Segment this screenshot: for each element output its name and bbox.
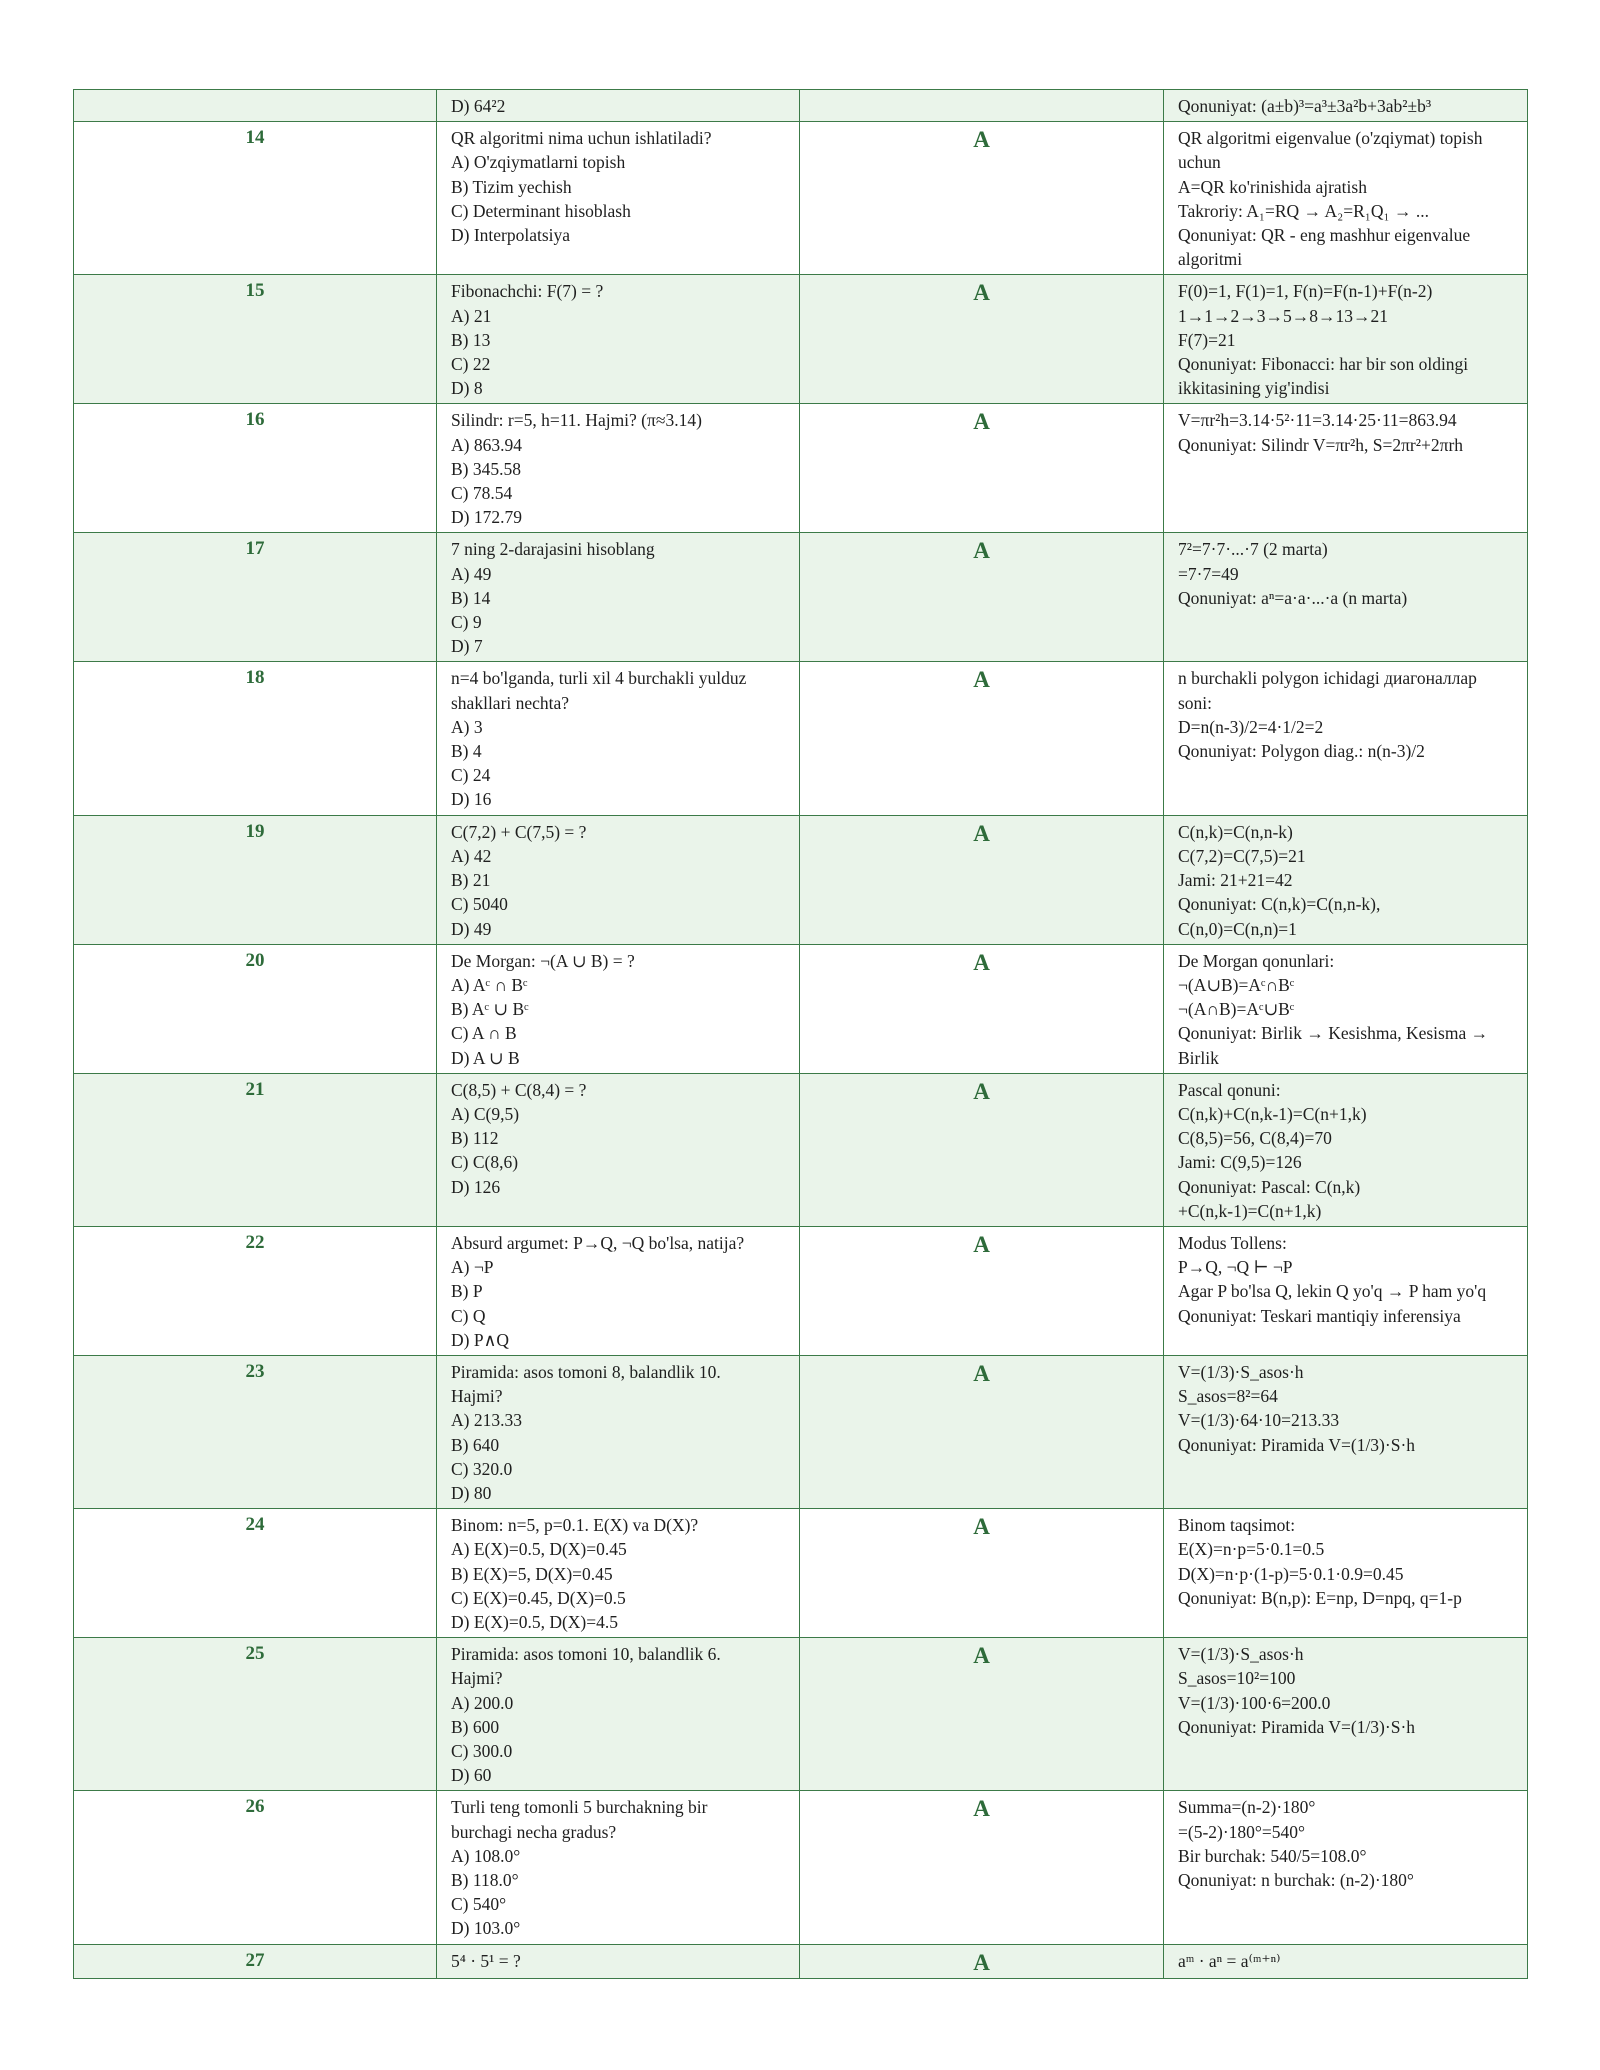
explanation-line: Birlik (1178, 1047, 1219, 1068)
question-prompt: Turli teng tomonli 5 burchakning bir (451, 1797, 708, 1818)
explanation-line: Takroriy: A₁=RQ → A₂=R₁Q₁ → ... (1178, 200, 1429, 221)
explanation-cell (1164, 275, 1528, 404)
explanation-line: Qonuniyat: B(n,p): E=np, D=npq, q=1-p (1178, 1587, 1462, 1608)
questions-table (73, 89, 1528, 1979)
question-number: 14 (74, 122, 437, 275)
answer-option: C) A ∩ B (451, 1023, 517, 1044)
explanation-line: ikkitasining yig'indisi (1178, 378, 1330, 399)
explanation-line: ¬(A∪B)=Aᶜ∩Bᶜ (1178, 974, 1295, 995)
answer-option: A) O'zqiymatlarni topish (451, 152, 626, 173)
answer-option: C) 540° (451, 1894, 507, 1915)
explanation-cell (1164, 404, 1528, 533)
answer-option: Hajmi? (451, 1386, 503, 1407)
answer-option: A) 108.0° (451, 1845, 521, 1866)
correct-answer: A (800, 533, 1164, 662)
correct-answer: A (800, 1509, 1164, 1638)
explanation-line: C(n,0)=C(n,n)=1 (1178, 918, 1297, 939)
answer-option: C) 78.54 (451, 483, 513, 504)
explanation-cell (1164, 1509, 1528, 1638)
answer-option: B) 112 (451, 1128, 499, 1149)
correct-answer: A (800, 1355, 1164, 1508)
correct-answer: A (800, 944, 1164, 1073)
question-row (74, 662, 1528, 815)
answer-option: B) 21 (451, 870, 491, 891)
question-prompt: Piramida: asos tomoni 8, balandlik 10. (451, 1361, 721, 1382)
question-row (74, 533, 1528, 662)
explanation-line: Jami: 21+21=42 (1178, 870, 1293, 891)
question-text-cell (437, 1638, 800, 1791)
answer-option: D) 80 (451, 1482, 492, 1503)
answer-option: C) 22 (451, 354, 491, 375)
question-number: 21 (74, 1073, 437, 1226)
correct-answer: A (800, 815, 1164, 944)
explanation-line: soni: (1178, 692, 1213, 713)
question-row (74, 1355, 1528, 1508)
question-row (74, 90, 1528, 122)
explanation-line: V=(1/3)·S_asos·h (1178, 1361, 1304, 1382)
answer-option: A) C(9,5) (451, 1103, 520, 1124)
explanation-line: Qonuniyat: Polygon diag.: n(n-3)/2 (1178, 741, 1425, 762)
answer-option: B) 14 (451, 587, 491, 608)
question-text-cell (437, 1073, 800, 1226)
explanation-line: Qonuniyat: Silindr V=πr²h, S=2πr²+2πrh (1178, 434, 1464, 455)
question-number: 23 (74, 1355, 437, 1508)
correct-answer: A (800, 1226, 1164, 1355)
explanation-cell (1164, 944, 1528, 1073)
answer-option: C) 5040 (451, 894, 508, 915)
question-prompt: Binom: n=5, p=0.1. E(X) va D(X)? (451, 1515, 699, 1536)
explanation-line: Agar P bo'lsa Q, lekin Q yo'q → P ham yo'q (1178, 1281, 1487, 1302)
correct-answer: A (800, 662, 1164, 815)
question-text-cell (437, 662, 800, 815)
answer-option: A) 42 (451, 845, 492, 866)
explanation-line: uchun (1178, 152, 1221, 173)
question-text-cell (437, 1226, 800, 1355)
explanation-line: Qonuniyat: QR - eng mashhur eigenvalue (1178, 225, 1471, 246)
answer-option: A) Aᶜ ∩ Bᶜ (451, 974, 528, 995)
question-row (74, 404, 1528, 533)
explanation-line: Bir burchak: 540/5=108.0° (1178, 1845, 1367, 1866)
answer-option: B) Tizim yechish (451, 176, 572, 197)
explanation-line: Qonuniyat: Pascal: C(n,k) (1178, 1176, 1361, 1197)
explanation-line: Qonuniyat: n burchak: (n-2)·180° (1178, 1870, 1414, 1891)
explanation-line: C(n,k)=C(n,n-k) (1178, 821, 1293, 842)
explanation-line: Modus Tollens: (1178, 1232, 1287, 1253)
question-row (74, 815, 1528, 944)
explanation-line: D(X)=n·p·(1-p)=5·0.1·0.9=0.45 (1178, 1563, 1404, 1584)
explanation-cell (1164, 1073, 1528, 1226)
explanation-line: Pascal qonuni: (1178, 1079, 1281, 1100)
correct-answer: A (800, 122, 1164, 275)
answer-option: A) 863.94 (451, 434, 522, 455)
answer-option: D) P∧Q (451, 1329, 510, 1350)
explanation-line: =7·7=49 (1178, 563, 1239, 584)
question-row (74, 944, 1528, 1073)
explanation-line: Qonuniyat: Teskari mantiqiy inferensiya (1178, 1305, 1461, 1326)
explanation-line: V=(1/3)·64·10=213.33 (1178, 1410, 1340, 1431)
answer-option: B) Aᶜ ∪ Bᶜ (451, 999, 529, 1020)
answer-option: A) 213.33 (451, 1410, 522, 1431)
question-text-cell (437, 1509, 800, 1638)
explanation-line: C(7,2)=C(7,5)=21 (1178, 845, 1306, 866)
explanation-cell (1164, 122, 1528, 275)
question-text-cell (437, 533, 800, 662)
explanation-line: Qonuniyat: Fibonacci: har bir son oldingi (1178, 354, 1469, 375)
explanation-line: D=n(n-3)/2=4·1/2=2 (1178, 716, 1324, 737)
correct-answer: A (800, 404, 1164, 533)
explanation-line: Qonuniyat: Birlik → Kesishma, Kesisma → (1178, 1023, 1489, 1044)
question-prompt: C(8,5) + C(8,4) = ? (451, 1079, 587, 1100)
question-number: 17 (74, 533, 437, 662)
answer-option: D) 103.0° (451, 1918, 521, 1939)
question-prompt: Absurd argumet: P→Q, ¬Q bo'lsa, natija? (451, 1232, 745, 1253)
answer-option: D) Interpolatsiya (451, 225, 571, 246)
explanation-line: Summa=(n-2)·180° (1178, 1797, 1316, 1818)
question-row (74, 1509, 1528, 1638)
explanation-cell (1164, 662, 1528, 815)
explanation-line: E(X)=n·p=5·0.1=0.5 (1178, 1539, 1325, 1560)
explanation-line: 7²=7·7·...·7 (2 marta) (1178, 539, 1328, 560)
explanation-line: S_asos=10²=100 (1178, 1668, 1296, 1689)
question-text-cell (437, 122, 800, 275)
answer-option: C) 320.0 (451, 1458, 513, 1479)
answer-option: D) 126 (451, 1176, 501, 1197)
explanation-line: V=(1/3)·100·6=200.0 (1178, 1692, 1331, 1713)
correct-answer: A (800, 1944, 1164, 1978)
answer-option: B) 13 (451, 329, 491, 350)
answer-option: C) Determinant hisoblash (451, 200, 631, 221)
explanation-line: De Morgan qonunlari: (1178, 950, 1335, 971)
explanation-cell (1164, 1944, 1528, 1978)
explanation-line: Qonuniyat: aⁿ=a·a·...·a (n marta) (1178, 587, 1408, 608)
question-number (74, 90, 437, 122)
questions-table-body (74, 90, 1528, 1979)
question-row (74, 1226, 1528, 1355)
answer-option: C) E(X)=0.45, D(X)=0.5 (451, 1587, 626, 1608)
explanation-line: P→Q, ¬Q ⊢ ¬P (1178, 1257, 1293, 1278)
question-row (74, 1944, 1528, 1978)
answer-option: D) 49 (451, 918, 492, 939)
explanation-cell (1164, 1226, 1528, 1355)
explanation-line: Qonuniyat: Piramida V=(1/3)·S·h (1178, 1716, 1416, 1737)
explanation-line: C(8,5)=56, C(8,4)=70 (1178, 1128, 1332, 1149)
answer-option: D) 172.79 (451, 507, 522, 528)
question-text-cell (437, 90, 800, 122)
answer-option: B) 600 (451, 1716, 500, 1737)
explanation-cell (1164, 1791, 1528, 1944)
explanation-line: Qonuniyat: (a±b)³=a³±3a²b+3ab²±b³ (1178, 96, 1432, 116)
answer-option: B) 345.58 (451, 458, 521, 479)
question-text-cell (437, 944, 800, 1073)
answer-option: A) ¬P (451, 1257, 494, 1278)
explanation-line: Qonuniyat: Piramida V=(1/3)·S·h (1178, 1434, 1416, 1455)
answer-option: A) 21 (451, 305, 492, 326)
question-text-cell (437, 1944, 800, 1978)
question-prompt: QR algoritmi nima uchun ishlatiladi? (451, 128, 712, 149)
answer-option: burchagi necha gradus? (451, 1821, 617, 1842)
question-text-cell (437, 275, 800, 404)
answer-option: D) 8 (451, 378, 483, 399)
question-row (74, 1638, 1528, 1791)
question-prompt: 5⁴ · 5¹ = ? (451, 1950, 521, 1971)
explanation-cell (1164, 815, 1528, 944)
question-prompt: C(7,2) + C(7,5) = ? (451, 821, 587, 842)
correct-answer: A (800, 1791, 1164, 1944)
answer-option: B) 118.0° (451, 1870, 519, 1891)
answer-option: D) 16 (451, 789, 492, 810)
question-text-cell (437, 815, 800, 944)
answer-option: B) P (451, 1281, 483, 1302)
explanation-line: F(7)=21 (1178, 329, 1236, 350)
question-number: 19 (74, 815, 437, 944)
answer-option: shakllari nechta? (451, 692, 570, 713)
answer-option: C) 9 (451, 612, 482, 633)
answer-option: C) 300.0 (451, 1741, 513, 1761)
question-number: 26 (74, 1791, 437, 1944)
question-number: 18 (74, 662, 437, 815)
question-number: 16 (74, 404, 437, 533)
question-number: 25 (74, 1638, 437, 1791)
answer-option: A) 49 (451, 563, 492, 584)
explanation-line: ¬(A∩B)=Aᶜ∪Bᶜ (1178, 999, 1295, 1020)
question-number: 27 (74, 1944, 437, 1978)
question-row (74, 1073, 1528, 1226)
question-prompt: D) 64²2 (451, 96, 506, 116)
correct-answer: A (800, 275, 1164, 404)
answer-option: A) E(X)=0.5, D(X)=0.45 (451, 1539, 627, 1560)
question-prompt: 7 ning 2-darajasini hisoblang (451, 539, 655, 560)
question-row (74, 275, 1528, 404)
answer-option: B) E(X)=5, D(X)=0.45 (451, 1563, 613, 1584)
answer-option: D) A ∪ B (451, 1047, 520, 1068)
explanation-line: V=(1/3)·S_asos·h (1178, 1644, 1304, 1665)
answer-option: C) C(8,6) (451, 1152, 519, 1173)
correct-answer (800, 90, 1164, 122)
question-text-cell (437, 1791, 800, 1944)
question-number: 22 (74, 1226, 437, 1355)
explanation-line: A=QR ko'rinishida ajratish (1178, 176, 1367, 197)
question-prompt: Silindr: r=5, h=11. Hajmi? (π≈3.14) (451, 410, 702, 431)
answer-option: D) 60 (451, 1765, 492, 1786)
explanation-line: algoritmi (1178, 249, 1243, 270)
explanation-line: Qonuniyat: C(n,k)=C(n,n-k), (1178, 894, 1381, 915)
explanation-line: Binom taqsimot: (1178, 1515, 1296, 1536)
correct-answer: A (800, 1073, 1164, 1226)
explanation-cell (1164, 1355, 1528, 1508)
explanation-line: F(0)=1, F(1)=1, F(n)=F(n-1)+F(n-2) (1178, 281, 1433, 302)
answer-option: A) 200.0 (451, 1692, 514, 1713)
answer-option: A) 3 (451, 716, 483, 737)
question-number: 15 (74, 275, 437, 404)
question-prompt: De Morgan: ¬(A ∪ B) = ? (451, 950, 635, 971)
answer-option: B) 640 (451, 1434, 500, 1455)
question-prompt: Piramida: asos tomoni 10, balandlik 6. (451, 1644, 721, 1665)
explanation-line: QR algoritmi eigenvalue (o'zqiymat) topish (1178, 128, 1483, 149)
explanation-cell (1164, 90, 1528, 122)
explanation-line: n burchakli polygon ichidagi диагоналлар (1178, 668, 1477, 689)
explanation-cell (1164, 533, 1528, 662)
explanation-line: S_asos=8²=64 (1178, 1386, 1278, 1407)
explanation-line: +C(n,k-1)=C(n+1,k) (1178, 1200, 1322, 1221)
question-text-cell (437, 1355, 800, 1508)
answer-option: D) E(X)=0.5, D(X)=4.5 (451, 1611, 618, 1632)
question-text-cell (437, 404, 800, 533)
answer-option: D) 7 (451, 636, 483, 657)
explanation-line: =(5-2)·180°=540° (1178, 1821, 1306, 1842)
question-prompt: Fibonachchi: F(7) = ? (451, 281, 604, 302)
explanation-line: Jami: C(9,5)=126 (1178, 1152, 1302, 1173)
explanation-cell (1164, 1638, 1528, 1791)
question-row (74, 1791, 1528, 1944)
explanation-line: aᵐ · aⁿ = a⁽ᵐ⁺ⁿ⁾ (1178, 1950, 1281, 1971)
answer-option: C) Q (451, 1305, 486, 1326)
answer-option: C) 24 (451, 765, 491, 786)
explanation-line: C(n,k)+C(n,k-1)=C(n+1,k) (1178, 1103, 1367, 1124)
question-prompt: n=4 bo'lganda, turli xil 4 burchakli yulduz (451, 668, 747, 689)
explanation-line: 1→1→2→3→5→8→13→21 (1178, 305, 1388, 326)
answer-option: Hajmi? (451, 1668, 503, 1689)
question-number: 24 (74, 1509, 437, 1638)
question-number: 20 (74, 944, 437, 1073)
question-row (74, 122, 1528, 275)
answer-option: B) 4 (451, 741, 482, 762)
correct-answer: A (800, 1638, 1164, 1791)
explanation-line: V=πr²h=3.14·5²·11=3.14·25·11=863.94 (1178, 410, 1457, 431)
